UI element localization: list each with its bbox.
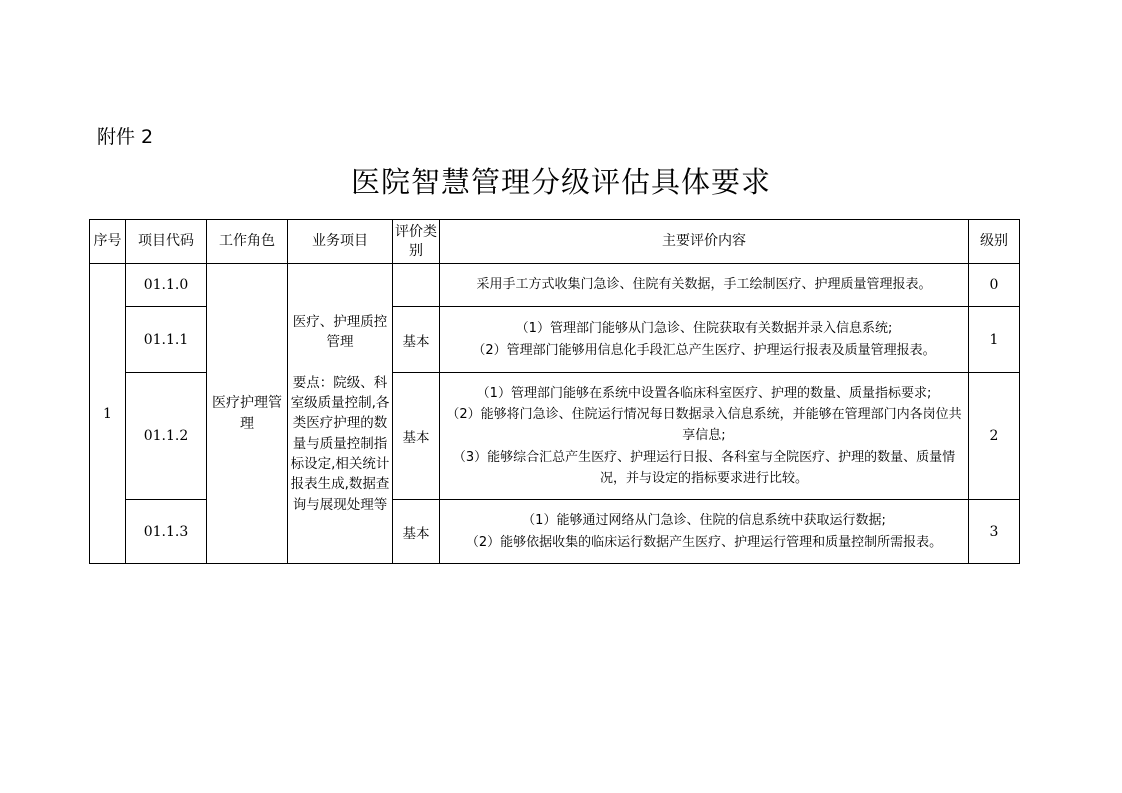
header-role: 工作角色 — [207, 220, 288, 264]
content-line: （2）能够将门急诊、住院运行情况每日数据录入信息系统，并能够在管理部门内各岗位共享信息; — [446, 407, 962, 444]
category-cell — [393, 264, 440, 307]
content-line: （1）管理部门能够在系统中设置各临床科室医疗、护理的数量、质量指标要求; — [476, 385, 932, 401]
level-cell: 3 — [969, 500, 1020, 564]
content-line: （1）管理部门能够从门急诊、住院获取有关数据并录入信息系统; — [515, 321, 893, 337]
business-cell — [288, 264, 393, 564]
header-seq: 序号 — [90, 220, 126, 264]
content-cell — [440, 264, 969, 307]
role-cell: 医疗护理管理 — [207, 264, 288, 564]
table-row — [90, 264, 1020, 307]
header-category: 评价类别 — [393, 220, 440, 264]
content-line: （2）管理部门能够用信息化手段汇总产生医疗、护理运行报表及质量管理报表。 — [472, 342, 936, 358]
category-cell: 基本 — [393, 373, 440, 500]
category-cell: 基本 — [393, 500, 440, 564]
business-points: 要点：院级、科室级质量控制,各类医疗护理的数量与质量控制指标设定,相关统计报表生成,数据查询与展现处理等 — [290, 374, 390, 513]
content-cell — [440, 373, 969, 500]
business-title: 医疗、护理质控管理 — [292, 314, 388, 351]
code-cell: 01.1.1 — [126, 307, 207, 373]
seq-cell: 1 — [90, 264, 126, 564]
level-cell: 1 — [969, 307, 1020, 373]
code-cell: 01.1.3 — [126, 500, 207, 564]
header-level: 级别 — [969, 220, 1020, 264]
content-line: 采用手工方式收集门急诊、住院有关数据，手工绘制医疗、护理质量管理报表。 — [476, 277, 932, 293]
header-business: 业务项目 — [288, 220, 393, 264]
code-cell: 01.1.0 — [126, 264, 207, 307]
table-header-row — [90, 220, 1020, 264]
requirements-table — [89, 219, 1020, 564]
content-line: （2）能够依据收集的临床运行数据产生医疗、护理运行管理和质量控制所需报表。 — [465, 534, 943, 550]
content-cell — [440, 307, 969, 373]
content-line: （3）能够综合汇总产生医疗、护理运行日报、各科室与全院医疗、护理的数量、质量情况，并与设定的指标要求进行比较。 — [452, 449, 956, 486]
attachment-label: 附件 2 — [97, 126, 154, 148]
level-cell: 2 — [969, 373, 1020, 500]
header-content: 主要评价内容 — [440, 220, 969, 264]
level-cell: 0 — [969, 264, 1020, 307]
header-code: 项目代码 — [126, 220, 207, 264]
document-title: 医院智慧管理分级评估具体要求 — [350, 165, 771, 199]
content-cell — [440, 500, 969, 564]
code-cell: 01.1.2 — [126, 373, 207, 500]
category-cell: 基本 — [393, 307, 440, 373]
content-line: （1）能够通过网络从门急诊、住院的信息系统中获取运行数据; — [522, 513, 886, 529]
